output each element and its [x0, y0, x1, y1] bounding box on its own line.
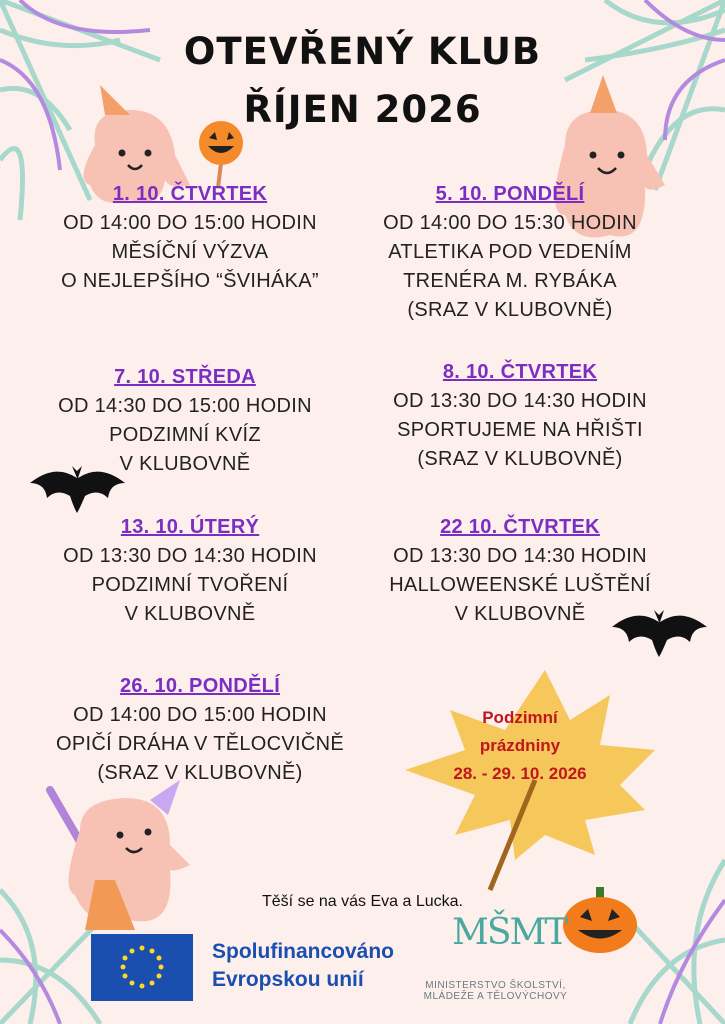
event-desc: MĚSÍČNÍ VÝZVA — [111, 241, 269, 263]
event-time: OD 14:30 DO 15:00 HODIN — [58, 395, 312, 417]
holiday-dates: 28. - 29. 10. 2026 — [453, 764, 587, 783]
event-desc: PODZIMNÍ KVÍZ — [109, 424, 261, 446]
event-desc: OPIČÍ DRÁHA V TĚLOCVIČNĚ — [55, 733, 344, 755]
event-item — [355, 180, 665, 325]
event-desc: V KLUBOVNĚ — [124, 603, 256, 625]
msmt-line: MINISTERSTVO ŠKOLSTVÍ, — [425, 980, 566, 991]
event-time: OD 14:00 DO 15:00 HODIN — [73, 704, 327, 726]
eu-line: Spolufinancováno — [212, 940, 395, 963]
event-item — [30, 513, 350, 629]
page-title: OTEVŘENÝ KLUB — [183, 30, 542, 73]
event-desc: PODZIMNÍ TVOŘENÍ — [91, 574, 289, 596]
event-desc: (SRAZ V KLUBOVNĚ) — [417, 448, 623, 470]
event-date: 13. 10. ÚTERÝ — [120, 516, 260, 538]
event-time: OD 14:00 DO 15:30 HODIN — [383, 212, 637, 234]
event-item — [365, 358, 675, 474]
eu-line: Evropskou unií — [212, 968, 364, 991]
holiday-line: prázdniny — [479, 736, 561, 755]
event-time: OD 14:00 DO 15:00 HODIN — [63, 212, 317, 234]
event-desc: V KLUBOVNĚ — [119, 453, 251, 475]
event-item — [30, 363, 340, 479]
page-subtitle: ŘÍJEN 2026 — [243, 88, 482, 131]
event-desc: (SRAZ V KLUBOVNĚ) — [97, 762, 303, 784]
holiday-line: Podzimní — [482, 708, 558, 727]
event-desc: HALLOWEENSKÉ LUŠTĚNÍ — [389, 574, 651, 596]
event-date: 8. 10. ČTVRTEK — [442, 361, 598, 383]
msmt-line: MLÁDEŽE A TĚLOVÝCHOVY — [423, 991, 568, 1002]
event-desc: SPORTUJEME NA HŘIŠTI — [397, 419, 643, 441]
eu-cofinanced-label — [212, 938, 394, 994]
msmt-logo: MŠMT — [452, 912, 567, 953]
event-date: 5. 10. PONDĚLÍ — [435, 183, 585, 205]
event-desc: TRENÉRA M. RYBÁKA — [403, 270, 617, 292]
event-time: OD 13:30 DO 14:30 HODIN — [393, 390, 647, 412]
greeting: Těší se na vás Eva a Lucka. — [262, 893, 463, 910]
event-date: 1. 10. ČTVRTEK — [112, 183, 268, 205]
event-date: 22 10. ČTVRTEK — [440, 516, 600, 538]
event-date: 26. 10. PONDĚLÍ — [119, 675, 281, 697]
event-item — [365, 513, 675, 629]
event-desc: ATLETIKA POD VEDENÍM — [388, 241, 632, 263]
event-date: 7. 10. STŘEDA — [114, 366, 256, 388]
event-item — [30, 180, 350, 296]
event-desc: V KLUBOVNĚ — [454, 603, 586, 625]
event-desc: (SRAZ V KLUBOVNĚ) — [407, 299, 613, 321]
event-desc: O NEJLEPŠÍHO “ŠVIHÁKA” — [61, 270, 319, 292]
holiday-note — [420, 704, 620, 788]
event-time: OD 13:30 DO 14:30 HODIN — [393, 545, 647, 567]
event-item — [30, 672, 370, 788]
eu-flag-icon — [91, 934, 193, 1001]
event-time: OD 13:30 DO 14:30 HODIN — [63, 545, 317, 567]
msmt-label — [408, 980, 583, 1002]
